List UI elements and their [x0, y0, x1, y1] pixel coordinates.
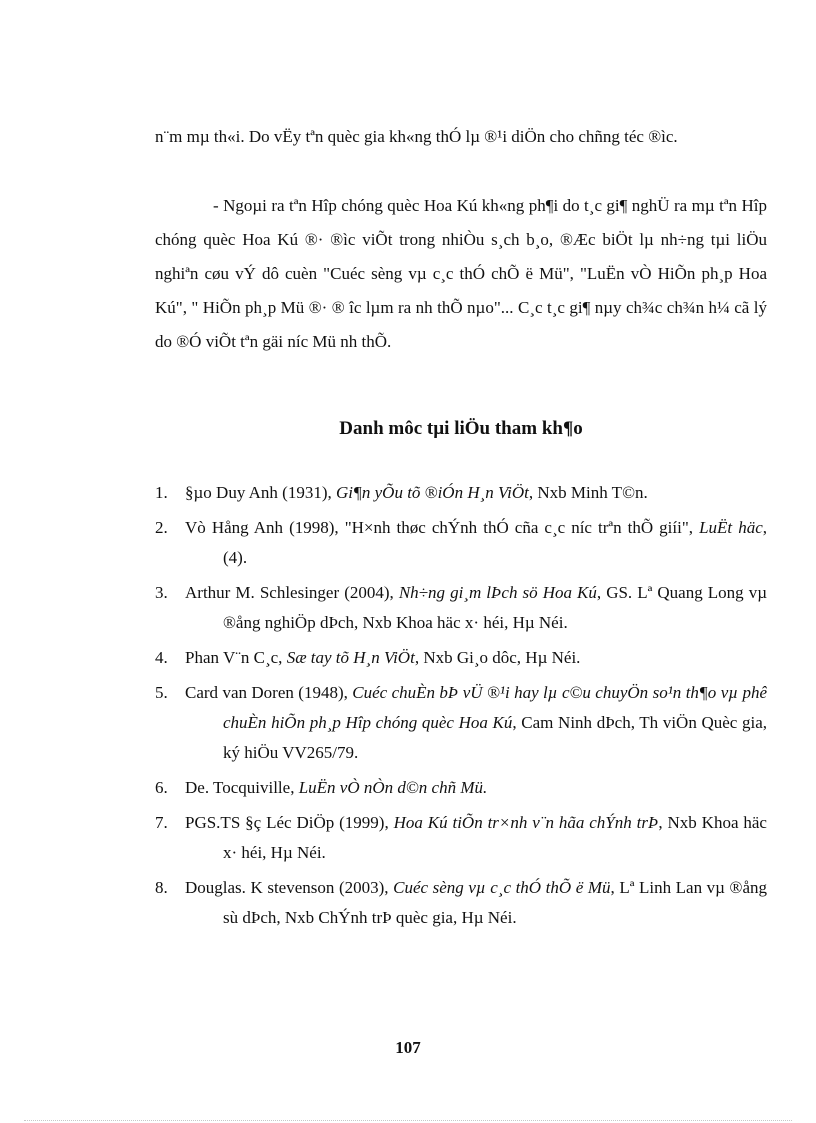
reference-number: 3.: [155, 583, 168, 602]
reference-title: Hoa Kú tiÕn tr×nh v¨n hãa chÝnh trÞ: [393, 813, 659, 832]
reference-title: LuËn vÒ nÒn d©n chñ Mü.: [298, 778, 488, 797]
reference-number: 1.: [155, 483, 168, 502]
reference-tail: , Cam Ninh dÞch, Th viÖn Quèc gia, ký hiÖu VV265/79.: [223, 713, 768, 762]
body-paragraph-2: - Ngoµi ra tªn Hîp chóng quèc Hoa Kú kh«ng ph¶i do t¸c gi¶ nghÜ ra mµ tªn Hîp chóng quèc Hoa Kú ®· ®ìc viÕt trong nhiÒu s¸ch b¸o, ®Æc biÖt lµ nh÷ng tµi liÖu nghiªn cøu vÝ dô cuèn "Cuéc sèng vµ c¸c thÓ chÕ ë Mü", "LuËn vÒ HiÕn ph¸p Hoa Kú", " HiÕn ph¸p Mü ®· ® îc lµm ra nh thÕ nµo"... C¸c t¸c gi¶ nµy ch¾c ch¾n h¼ cã lý do ®Ó viÕt tªn gäi níc Mü nh thÕ.: [155, 196, 767, 351]
page-bottom-divider: [24, 1120, 792, 1121]
reference-item-4: [155, 643, 767, 673]
reference-item-2: [155, 513, 767, 573]
reference-title: Cuéc sèng vµ c¸c thÓ thÕ ë Mü: [393, 878, 611, 897]
reference-tail: , Nxb Minh T©n.: [528, 483, 648, 502]
reference-text: De. Tocquiville,: [185, 778, 299, 797]
reference-title: Nh÷ng gi¸m lÞch sö Hoa Kú: [398, 583, 597, 602]
references-heading: Danh môc tµi liÖu tham kh¶o: [339, 417, 583, 439]
reference-title: LuËt häc: [699, 518, 763, 537]
reference-text: §µo Duy Anh (1931),: [185, 483, 336, 502]
reference-item-3: [155, 578, 767, 638]
reference-number: 5.: [155, 683, 168, 702]
reference-title: Sæ tay tõ H¸n ViÖt: [286, 648, 415, 667]
reference-number: 6.: [155, 778, 168, 797]
reference-number: 7.: [155, 813, 168, 832]
reference-tail: , Lª Linh Lan vµ ®ång sù dÞch, Nxb ChÝnh trÞ quèc gia, Hµ Néi.: [223, 878, 767, 927]
reference-item-7: [155, 808, 767, 868]
reference-list: [155, 478, 767, 938]
reference-item-6: [155, 773, 767, 803]
reference-text: Arthur M. Schlesinger (2004),: [185, 583, 399, 602]
reference-text: Douglas. K stevenson (2003),: [185, 878, 394, 897]
reference-tail: , GS. Lª Quang Long vµ ®ång nghiÖp dÞch, Nxb Khoa häc x· héi, Hµ Néi.: [223, 583, 768, 632]
reference-tail: , (4).: [223, 518, 767, 567]
reference-tail: , Nxb Khoa häc x· héi, Hµ Néi.: [223, 813, 767, 862]
reference-item-1: [155, 478, 767, 508]
reference-title: Cuéc chuÈn bÞ vÜ ®¹i hay lµ c©u chuyÖn so¹n th¶o vµ phê chuÈn hiÕn ph¸p Hîp chóng quèc Hoa Kú: [223, 683, 767, 732]
reference-number: 2.: [155, 518, 168, 537]
reference-title: Gi¶n yÕu tõ ®iÓn H¸n ViÖt: [335, 483, 529, 502]
reference-item-5: [155, 678, 767, 768]
reference-tail: , Nxb Gi¸o dôc, Hµ Néi.: [414, 648, 581, 667]
reference-text: Vò Hång Anh (1998), "H×nh thøc chÝnh thÓ cña c¸c níc trªn thÕ giíi",: [185, 518, 700, 537]
body-paragraph-1: n¨m mµ th«i. Do vËy tªn quèc gia kh«ng thÓ lµ ®¹i diÖn cho chñng téc ®ìc.: [155, 127, 678, 146]
reference-text: Card van Doren (1948),: [185, 683, 353, 702]
reference-text: Phan V¨n C¸c,: [185, 648, 287, 667]
reference-item-8: [155, 873, 767, 933]
page-number: 107: [395, 1038, 421, 1057]
reference-number: 4.: [155, 648, 168, 667]
reference-text: PGS.TS §ç Léc DiÖp (1999),: [185, 813, 394, 832]
reference-number: 8.: [155, 878, 168, 897]
